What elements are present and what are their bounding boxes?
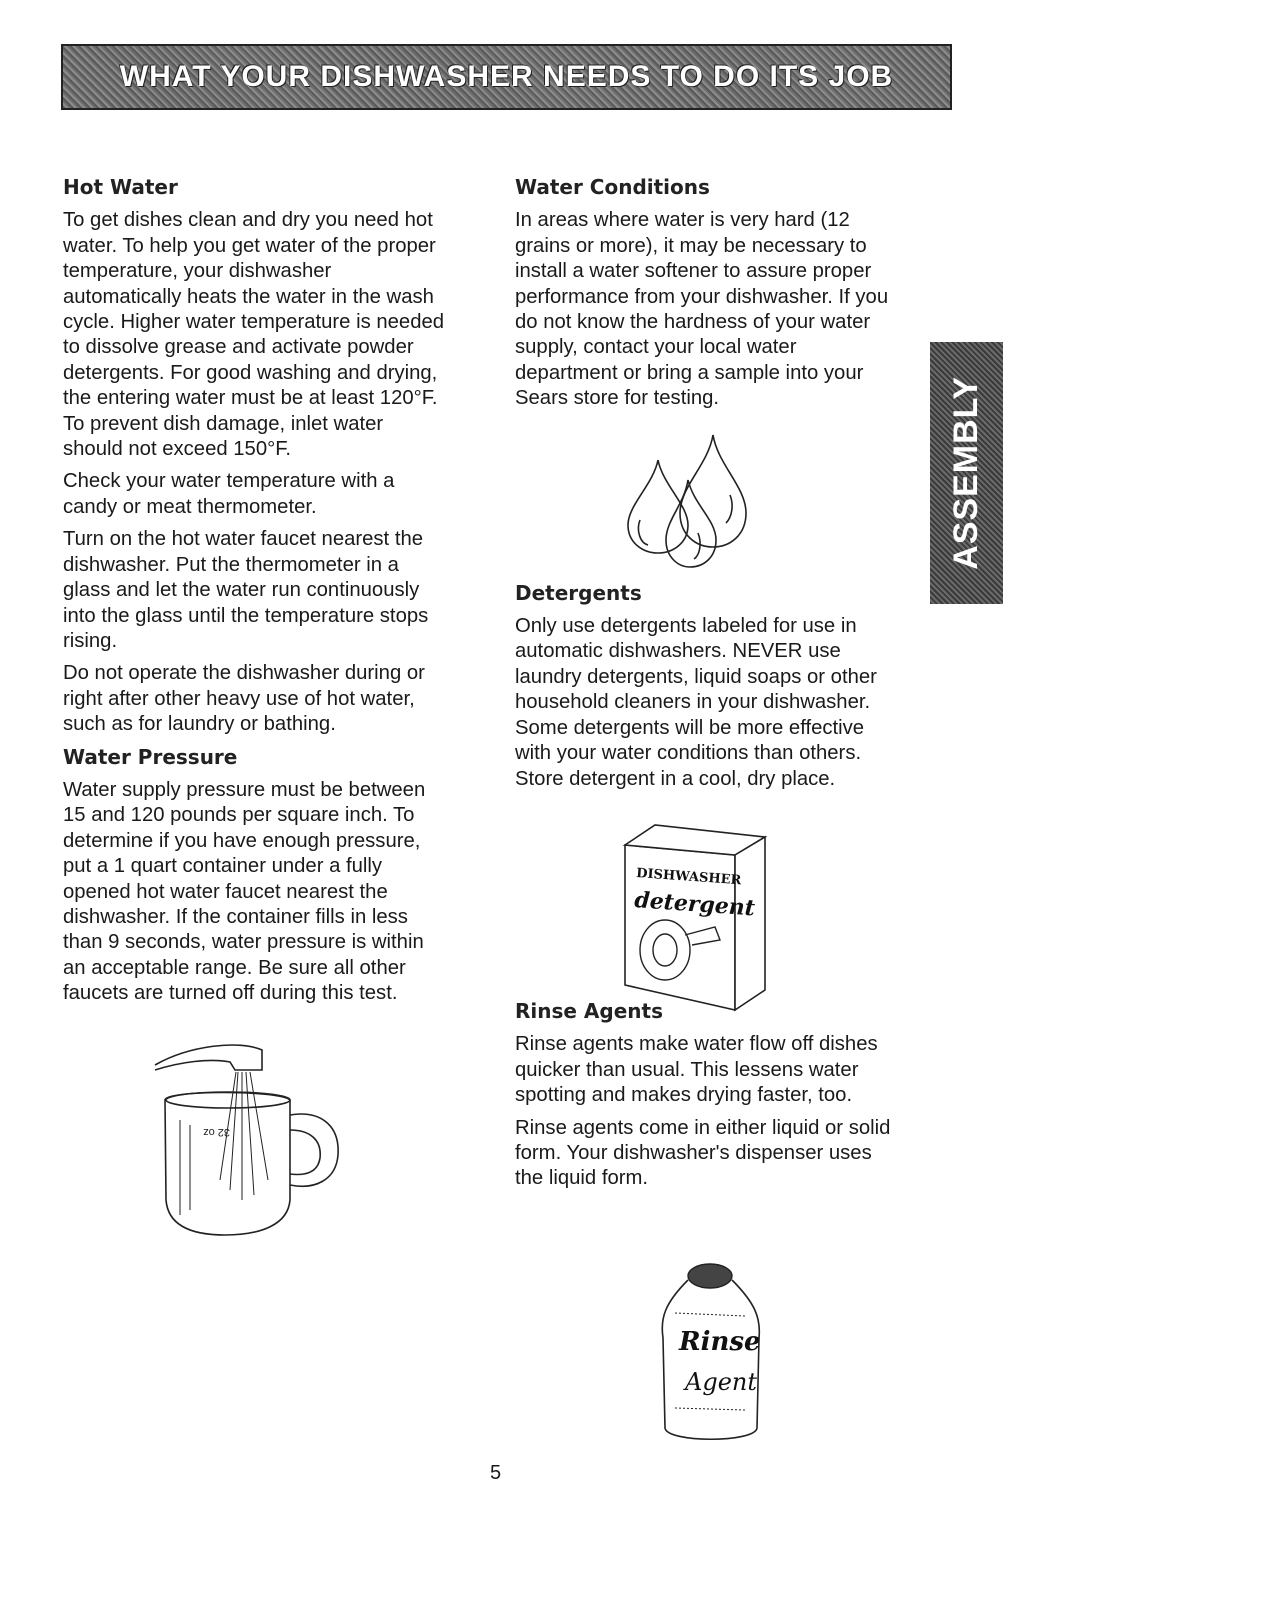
- faucet-measuring-cup-illustration: [150, 1030, 350, 1240]
- page-banner: [61, 44, 952, 110]
- water-drop-right: [680, 435, 746, 547]
- detergents-paragraph: Only use detergents labeled for use in automatic dishwashers. NEVER use laundry detergents, liquid soaps or other household cleaners in your dishwasher. Some detergents will be more effective with your water conditions than others. Store detergent in a cool, dry place.: [515, 615, 877, 790]
- assembly-side-tab: [930, 342, 1003, 604]
- water-drops-illustration: [618, 425, 768, 575]
- hot-water-paragraph-4: Do not operate the dishwasher during or right after other heavy use of hot water, such as for laundry or bathing.: [63, 662, 425, 736]
- bottle-label-rinse: Rinse: [679, 1327, 761, 1357]
- page-number: 5: [490, 1462, 502, 1484]
- water-conditions-heading: Water Conditions: [515, 175, 710, 199]
- measuring-cup: [165, 1093, 290, 1236]
- rinse-agent-bottle-illustration: [655, 1258, 770, 1448]
- detergent-box-illustration: [620, 815, 770, 1015]
- rinse-agents-heading: Rinse Agents: [515, 998, 663, 1023]
- right-column: [515, 175, 940, 1199]
- detergents-heading: Detergents: [515, 580, 642, 605]
- cup-marking: 32 oz: [203, 1126, 230, 1138]
- bottle-cap: [688, 1264, 732, 1288]
- faucet: [155, 1045, 262, 1070]
- water-pressure-paragraph: Water supply pressure must be between 15 and 120 pounds per square inch. To determine if you have enough pressure, put a 1 quart container under a fully opened hot water faucet nearest the dishwasher. If the container fills in less than 9 seconds, water pressure is within an acceptable range. Be sure all other faucets are turned off during this test.: [63, 778, 426, 1005]
- bottle-label-agent: Agent: [685, 1368, 757, 1396]
- hot-water-paragraph-3: Turn on the hot water faucet nearest the dishwasher. Put the thermometer in a glass and let the water run continuously into the glass until the temperature stops rising.: [63, 528, 429, 652]
- side-tab-label: ASSEMBLY: [947, 376, 985, 570]
- rinse-agents-paragraph-1: Rinse agents make water flow off dishes quicker than usual. This lessens water spotting and makes drying faster, too.: [515, 1033, 878, 1107]
- box-label-detergent: detergent: [633, 887, 756, 922]
- left-column: [63, 175, 503, 1014]
- banner-title: WHAT YOUR DISHWASHER NEEDS TO DO ITS JOB: [119, 60, 894, 93]
- hot-water-heading: Hot Water: [63, 175, 178, 199]
- water-pressure-heading: Water Pressure: [63, 744, 238, 769]
- water-conditions-paragraph: In areas where water is very hard (12 grains or more), it may be necessary to install a water softener to assure proper performance from your dishwasher. If you do not know the hardness of your water supply, contact your local water department or bring a sample into your Sears store for testing.: [515, 209, 889, 410]
- hot-water-paragraph-2: Check your water temperature with a candy or meat thermometer.: [63, 470, 395, 518]
- box-label-dishwasher: DISHWASHER: [635, 866, 742, 889]
- hot-water-paragraph-1: To get dishes clean and dry you need hot water. To help you get water of the proper temperature, your dishwasher automatically heats the water in the wash cycle. Higher water temperature is needed to dissolve grease and activate powder detergents. For good washing and drying, the entering water must be at least 120°F. To prevent dish damage, inlet water should not exceed 150°F.: [63, 209, 445, 461]
- rinse-agents-paragraph-2: Rinse agents come in either liquid or solid form. Your dishwasher's dispenser uses the liquid form.: [515, 1116, 891, 1190]
